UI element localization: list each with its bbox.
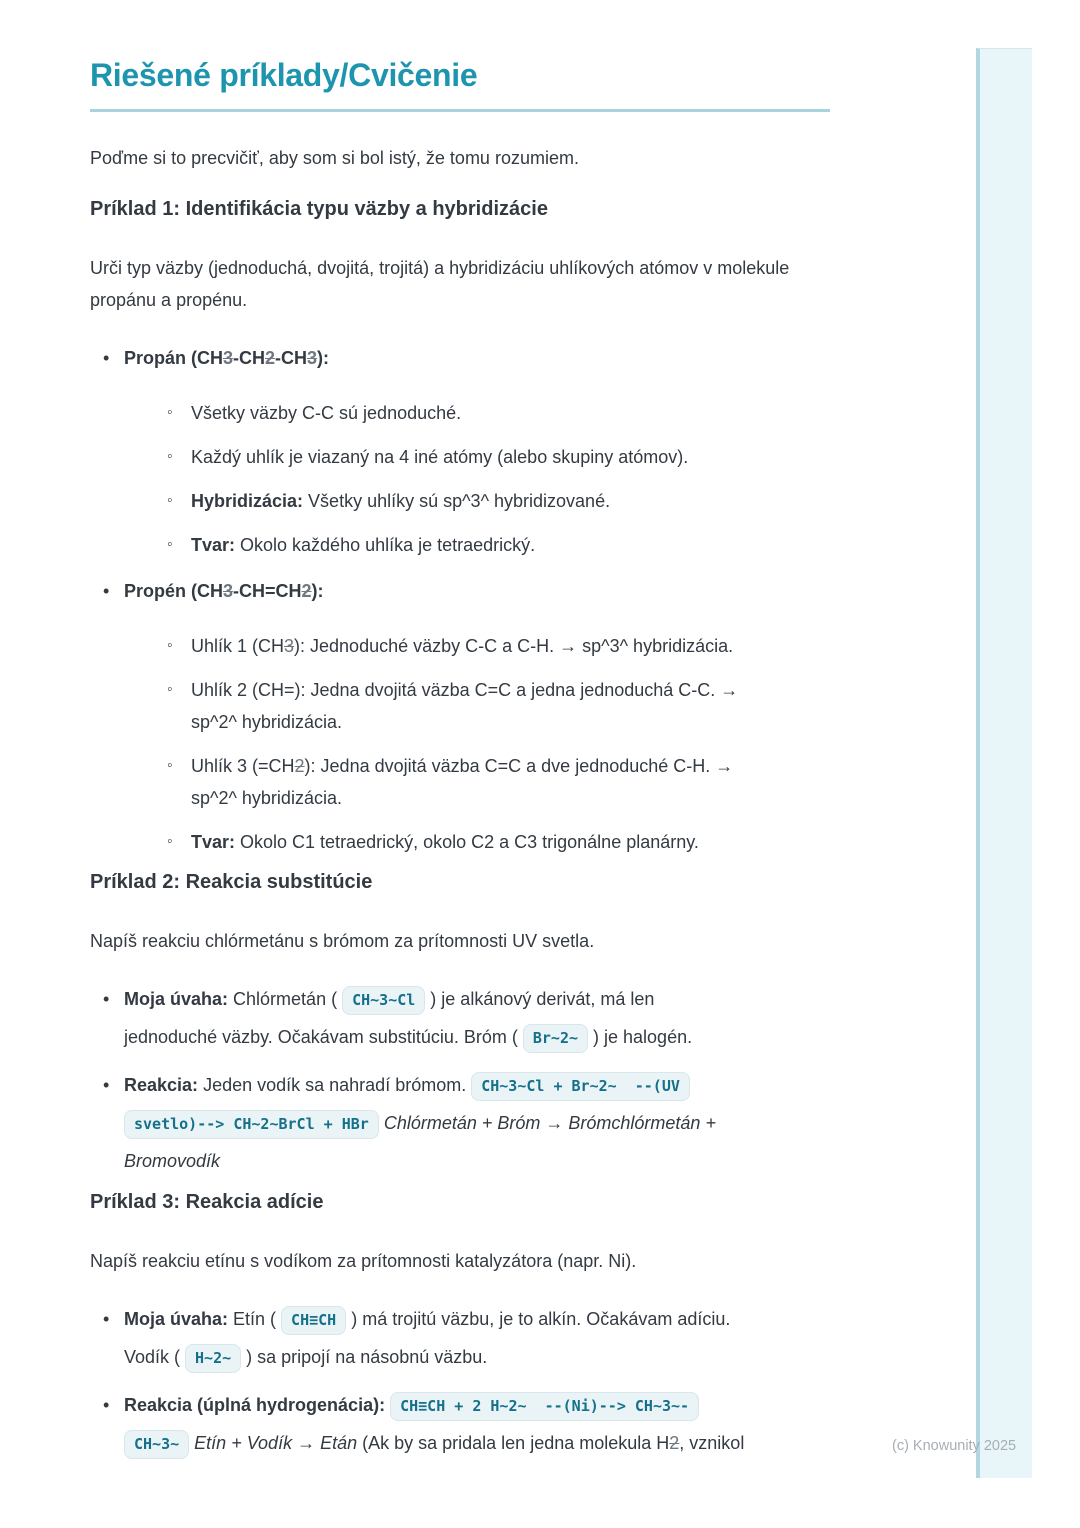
sub-item	[158, 750, 830, 814]
text-run: jednoduché väzby. Očakávam substitúciu. Bróm (	[124, 1027, 523, 1047]
bullet-item	[90, 573, 830, 858]
sub-list	[158, 397, 830, 561]
text-run: Moja úvaha:	[124, 1309, 229, 1329]
text-run: Jeden vodík sa nahradí brómom.	[198, 1075, 472, 1095]
section-paragraph	[90, 252, 830, 316]
text-run: Chlórmetán + Bróm → Brómchlórmetán +	[383, 1113, 716, 1133]
bullet-item	[90, 1067, 830, 1180]
text-run: 3	[223, 348, 234, 368]
code-chip: CH~3~Cl + Br~2~ --(UV	[471, 1072, 690, 1101]
section-paragraph	[90, 925, 830, 957]
example-section	[90, 197, 830, 858]
text-run: ): Jednoduché väzby C-C a C-H. → sp^3^ hybridizácia.	[294, 636, 734, 656]
example-sections	[90, 197, 830, 1463]
text-run: ) sa pripojí na násobnú väzbu.	[241, 1347, 488, 1367]
text-run: Každý uhlík je viazaný na 4 iné atómy (alebo skupiny atómov).	[191, 447, 689, 467]
text-run: Okolo každého uhlíka je tetraedrický.	[235, 535, 536, 555]
text-run: Okolo C1 tetraedrický, okolo C2 a C3 trigonálne planárny.	[235, 832, 699, 852]
sub-item	[158, 826, 830, 858]
bullet-item	[90, 1301, 830, 1377]
text-run: Všetky väzby C-C sú jednoduché.	[191, 403, 462, 423]
bullet-item	[90, 340, 830, 561]
text-run: Napíš reakciu chlórmetánu s brómom za prítomnosti UV svetla.	[90, 931, 595, 951]
text-run: Propán (CH	[124, 348, 223, 368]
text-run: Etín (	[228, 1309, 282, 1329]
code-chip: H~2~	[185, 1344, 241, 1373]
example-section	[90, 870, 830, 1180]
text-run: Tvar:	[191, 535, 236, 555]
text-run: sp^2^ hybridizácia.	[191, 712, 342, 732]
intro-paragraph: Poďme si to precvičiť, aby som si bol istý, že tomu rozumiem.	[90, 148, 579, 168]
text-run: Chlórmetán (	[228, 989, 343, 1009]
section-paragraph	[90, 1245, 830, 1277]
code-chip: CH~3~	[124, 1430, 189, 1459]
text-run: 2	[265, 348, 276, 368]
text-run: ) je halogén.	[588, 1027, 693, 1047]
sub-item	[158, 529, 830, 561]
text-run: ) má trojitú väzbu, je to alkín. Očakávam adíciu.	[346, 1309, 731, 1329]
bullet-list	[90, 981, 830, 1180]
section-heading: Príklad 2: Reakcia substitúcie	[90, 871, 373, 893]
text-run: Uhlík 2 (CH=): Jedna dvojitá väzba C=C a jedna jednoduchá C-C. →	[191, 680, 739, 700]
text-run: Bromovodík	[124, 1151, 221, 1171]
text-run: Reakcia (úplná hydrogenácia):	[124, 1395, 386, 1415]
text-run: 3	[284, 636, 295, 656]
sub-item	[158, 397, 830, 429]
copyright-watermark: (c) Knowunity 2025	[892, 1438, 1017, 1454]
text-run: 3	[223, 581, 234, 601]
text-run: sp^2^ hybridizácia.	[191, 788, 342, 808]
text-run: Všetky uhlíky sú sp^3^ hybridizované.	[303, 491, 611, 511]
text-run: 2	[301, 581, 312, 601]
text-run: , vznikol	[679, 1433, 745, 1453]
code-chip: CH≡CH + 2 H~2~ --(Ni)--> CH~3~-	[390, 1392, 699, 1421]
sub-item	[158, 630, 830, 662]
code-chip: CH~3~Cl	[342, 986, 425, 1015]
bullet-list	[90, 1301, 830, 1463]
text-run: Uhlík 3 (=CH	[191, 756, 295, 776]
text-run: Reakcia:	[124, 1075, 199, 1095]
text-run: Napíš reakciu etínu s vodíkom za prítomnosti katalyzátora (napr. Ni).	[90, 1251, 637, 1271]
text-run: Propén (CH	[124, 581, 223, 601]
example-section	[90, 1190, 830, 1463]
sub-list	[158, 630, 830, 858]
text-run: Hybridizácia:	[191, 491, 304, 511]
section-heading: Príklad 1: Identifikácia typu väzby a hybridizácie	[90, 198, 548, 220]
sub-item	[158, 674, 830, 738]
text-run: -CH	[233, 348, 266, 368]
text-run: Etín + Vodík → Etán	[194, 1433, 358, 1453]
text-run: Uhlík 1 (CH	[191, 636, 285, 656]
text-run: 3	[307, 348, 318, 368]
code-chip: Br~2~	[523, 1024, 588, 1053]
bullet-list	[90, 340, 830, 858]
section-heading: Príklad 3: Reakcia adície	[90, 1191, 324, 1213]
text-run: 2	[294, 756, 305, 776]
text-run: Urči typ väzby (jednoduchá, dvojitá, trojitá) a hybridizáciu uhlíkových atómov v molekule propánu a propénu.	[90, 258, 790, 310]
text-run: (Ak by sa pridala len jedna molekula H	[357, 1433, 670, 1453]
text-run: Vodík (	[124, 1347, 186, 1367]
text-run: Tvar:	[191, 832, 236, 852]
bullet-item	[90, 981, 830, 1057]
adjacent-page-strip	[976, 48, 1032, 1478]
text-run: ):	[311, 581, 324, 601]
text-run: ) je alkánový derivát, má len	[425, 989, 655, 1009]
text-run: ):	[317, 348, 330, 368]
sub-item	[158, 441, 830, 473]
code-chip: svetlo)--> CH~2~BrCl + HBr	[124, 1110, 379, 1139]
text-run: ): Jedna dvojitá väzba C=C a dve jednoduché C-H. →	[304, 756, 734, 776]
text-run: -CH=CH	[233, 581, 302, 601]
title-underline	[90, 109, 830, 112]
page-title: Riešené príklady/Cvičenie	[90, 57, 478, 93]
text-run: Moja úvaha:	[124, 989, 229, 1009]
sub-item	[158, 485, 830, 517]
bullet-item	[90, 1387, 830, 1463]
text-run: -CH	[275, 348, 308, 368]
text-run: 2	[669, 1433, 680, 1453]
document-content	[90, 56, 830, 1473]
code-chip: CH≡CH	[281, 1306, 346, 1335]
